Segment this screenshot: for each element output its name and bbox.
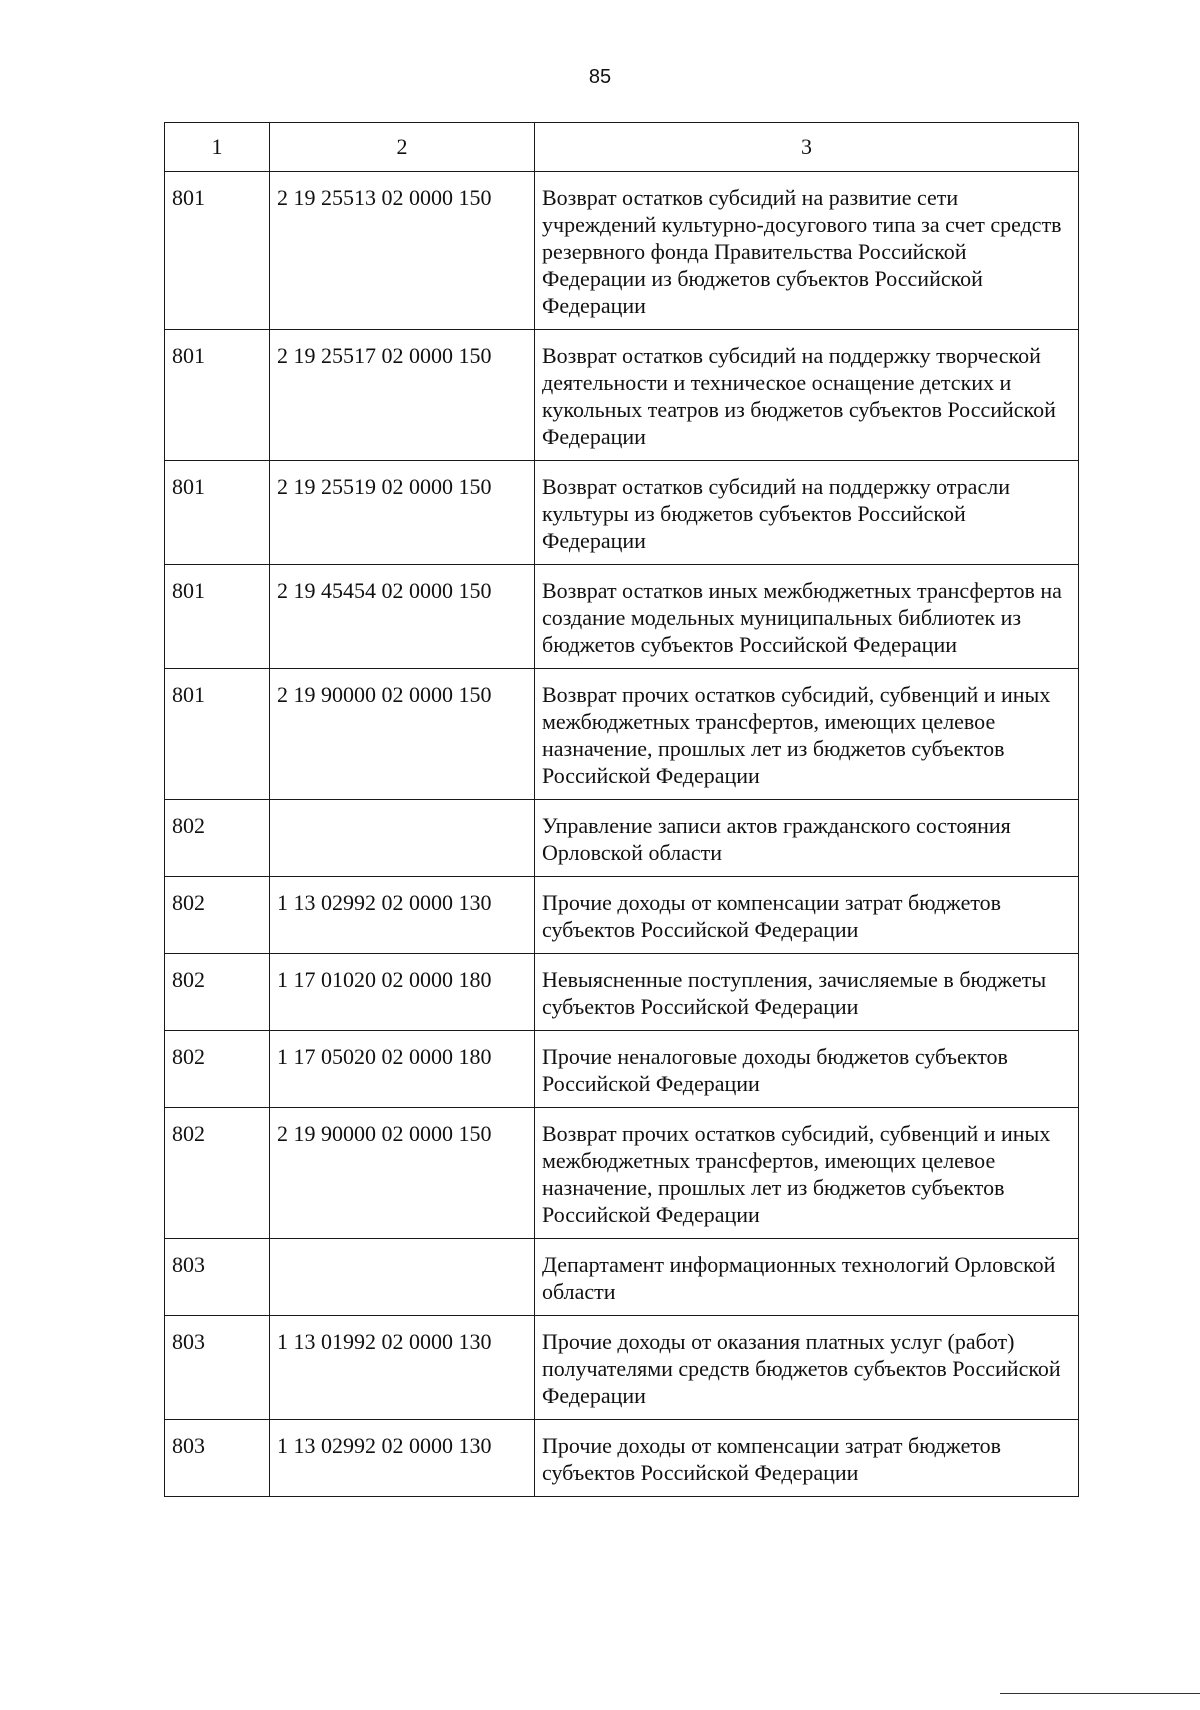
admin-code-cell: 801 — [165, 461, 270, 565]
table-row — [165, 330, 1079, 461]
table-row — [165, 1239, 1079, 1316]
admin-code-cell: 802 — [165, 877, 270, 954]
table-row — [165, 954, 1079, 1031]
revenue-name-cell: Возврат остатков иных межбюджетных трансфертов на создание модельных муниципальных библиотек из бюджетов субъектов Российской Федерации — [535, 565, 1079, 669]
revenue-code-cell: 2 19 25517 02 0000 150 — [270, 330, 535, 461]
admin-code-cell: 801 — [165, 565, 270, 669]
table-row — [165, 461, 1079, 565]
revenue-name-cell: Возврат остатков субсидий на поддержку отрасли культуры из бюджетов субъектов Российской Федерации — [535, 461, 1079, 565]
table-row — [165, 877, 1079, 954]
revenue-code-cell — [270, 800, 535, 877]
table-row — [165, 565, 1079, 669]
table-header-row — [165, 123, 1079, 172]
table-row — [165, 800, 1079, 877]
revenue-name-cell: Прочие доходы от компенсации затрат бюджетов субъектов Российской Федерации — [535, 877, 1079, 954]
revenue-code-cell: 2 19 90000 02 0000 150 — [270, 669, 535, 800]
revenue-code-cell: 1 13 02992 02 0000 130 — [270, 1420, 535, 1497]
admin-code-cell: 801 — [165, 330, 270, 461]
revenue-name-cell: Управление записи актов гражданского состояния Орловской области — [535, 800, 1079, 877]
admin-code-cell: 802 — [165, 800, 270, 877]
column-header-2: 2 — [270, 123, 535, 172]
column-header-1: 1 — [165, 123, 270, 172]
table-row — [165, 1108, 1079, 1239]
admin-code-cell: 802 — [165, 954, 270, 1031]
revenue-name-cell: Возврат прочих остатков субсидий, субвенций и иных межбюджетных трансфертов, имеющих целевое назначение, прошлых лет из бюджетов субъектов Российской Федерации — [535, 1108, 1079, 1239]
admin-code-cell: 803 — [165, 1239, 270, 1316]
revenue-code-cell: 1 13 02992 02 0000 130 — [270, 877, 535, 954]
revenue-name-cell: Прочие неналоговые доходы бюджетов субъектов Российской Федерации — [535, 1031, 1079, 1108]
table-row — [165, 1031, 1079, 1108]
admin-code-cell: 802 — [165, 1108, 270, 1239]
admin-code-cell: 803 — [165, 1316, 270, 1420]
admin-code-cell: 801 — [165, 669, 270, 800]
revenue-code-cell: 1 17 01020 02 0000 180 — [270, 954, 535, 1031]
revenue-codes-table — [164, 122, 1079, 1497]
revenue-code-cell: 2 19 25519 02 0000 150 — [270, 461, 535, 565]
table-row — [165, 1316, 1079, 1420]
revenue-code-cell: 2 19 25513 02 0000 150 — [270, 172, 535, 330]
admin-code-cell: 801 — [165, 172, 270, 330]
table-row — [165, 172, 1079, 330]
revenue-name-cell: Департамент информационных технологий Орловской области — [535, 1239, 1079, 1316]
page-number: 85 — [588, 66, 612, 88]
revenue-code-cell: 2 19 45454 02 0000 150 — [270, 565, 535, 669]
revenue-name-cell: Прочие доходы от компенсации затрат бюджетов субъектов Российской Федерации — [535, 1420, 1079, 1497]
footer-rule — [1000, 1693, 1200, 1694]
revenue-code-cell — [270, 1239, 535, 1316]
revenue-name-cell: Возврат остатков субсидий на поддержку творческой деятельности и техническое оснащение детских и кукольных театров из бюджетов субъектов Российской Федерации — [535, 330, 1079, 461]
revenue-code-cell: 2 19 90000 02 0000 150 — [270, 1108, 535, 1239]
column-header-3: 3 — [535, 123, 1079, 172]
table-row — [165, 1420, 1079, 1497]
revenue-code-cell: 1 13 01992 02 0000 130 — [270, 1316, 535, 1420]
revenue-name-cell: Прочие доходы от оказания платных услуг (работ) получателями средств бюджетов субъектов Российской Федерации — [535, 1316, 1079, 1420]
revenue-code-cell: 1 17 05020 02 0000 180 — [270, 1031, 535, 1108]
admin-code-cell: 803 — [165, 1420, 270, 1497]
revenue-name-cell: Возврат прочих остатков субсидий, субвенций и иных межбюджетных трансфертов, имеющих целевое назначение, прошлых лет из бюджетов субъектов Российской Федерации — [535, 669, 1079, 800]
table-row — [165, 669, 1079, 800]
revenue-name-cell: Невыясненные поступления, зачисляемые в бюджеты субъектов Российской Федерации — [535, 954, 1079, 1031]
admin-code-cell: 802 — [165, 1031, 270, 1108]
revenue-name-cell: Возврат остатков субсидий на развитие сети учреждений культурно-досугового типа за счет средств резервного фонда Правительства Российской Федерации из бюджетов субъектов Российской Федерации — [535, 172, 1079, 330]
